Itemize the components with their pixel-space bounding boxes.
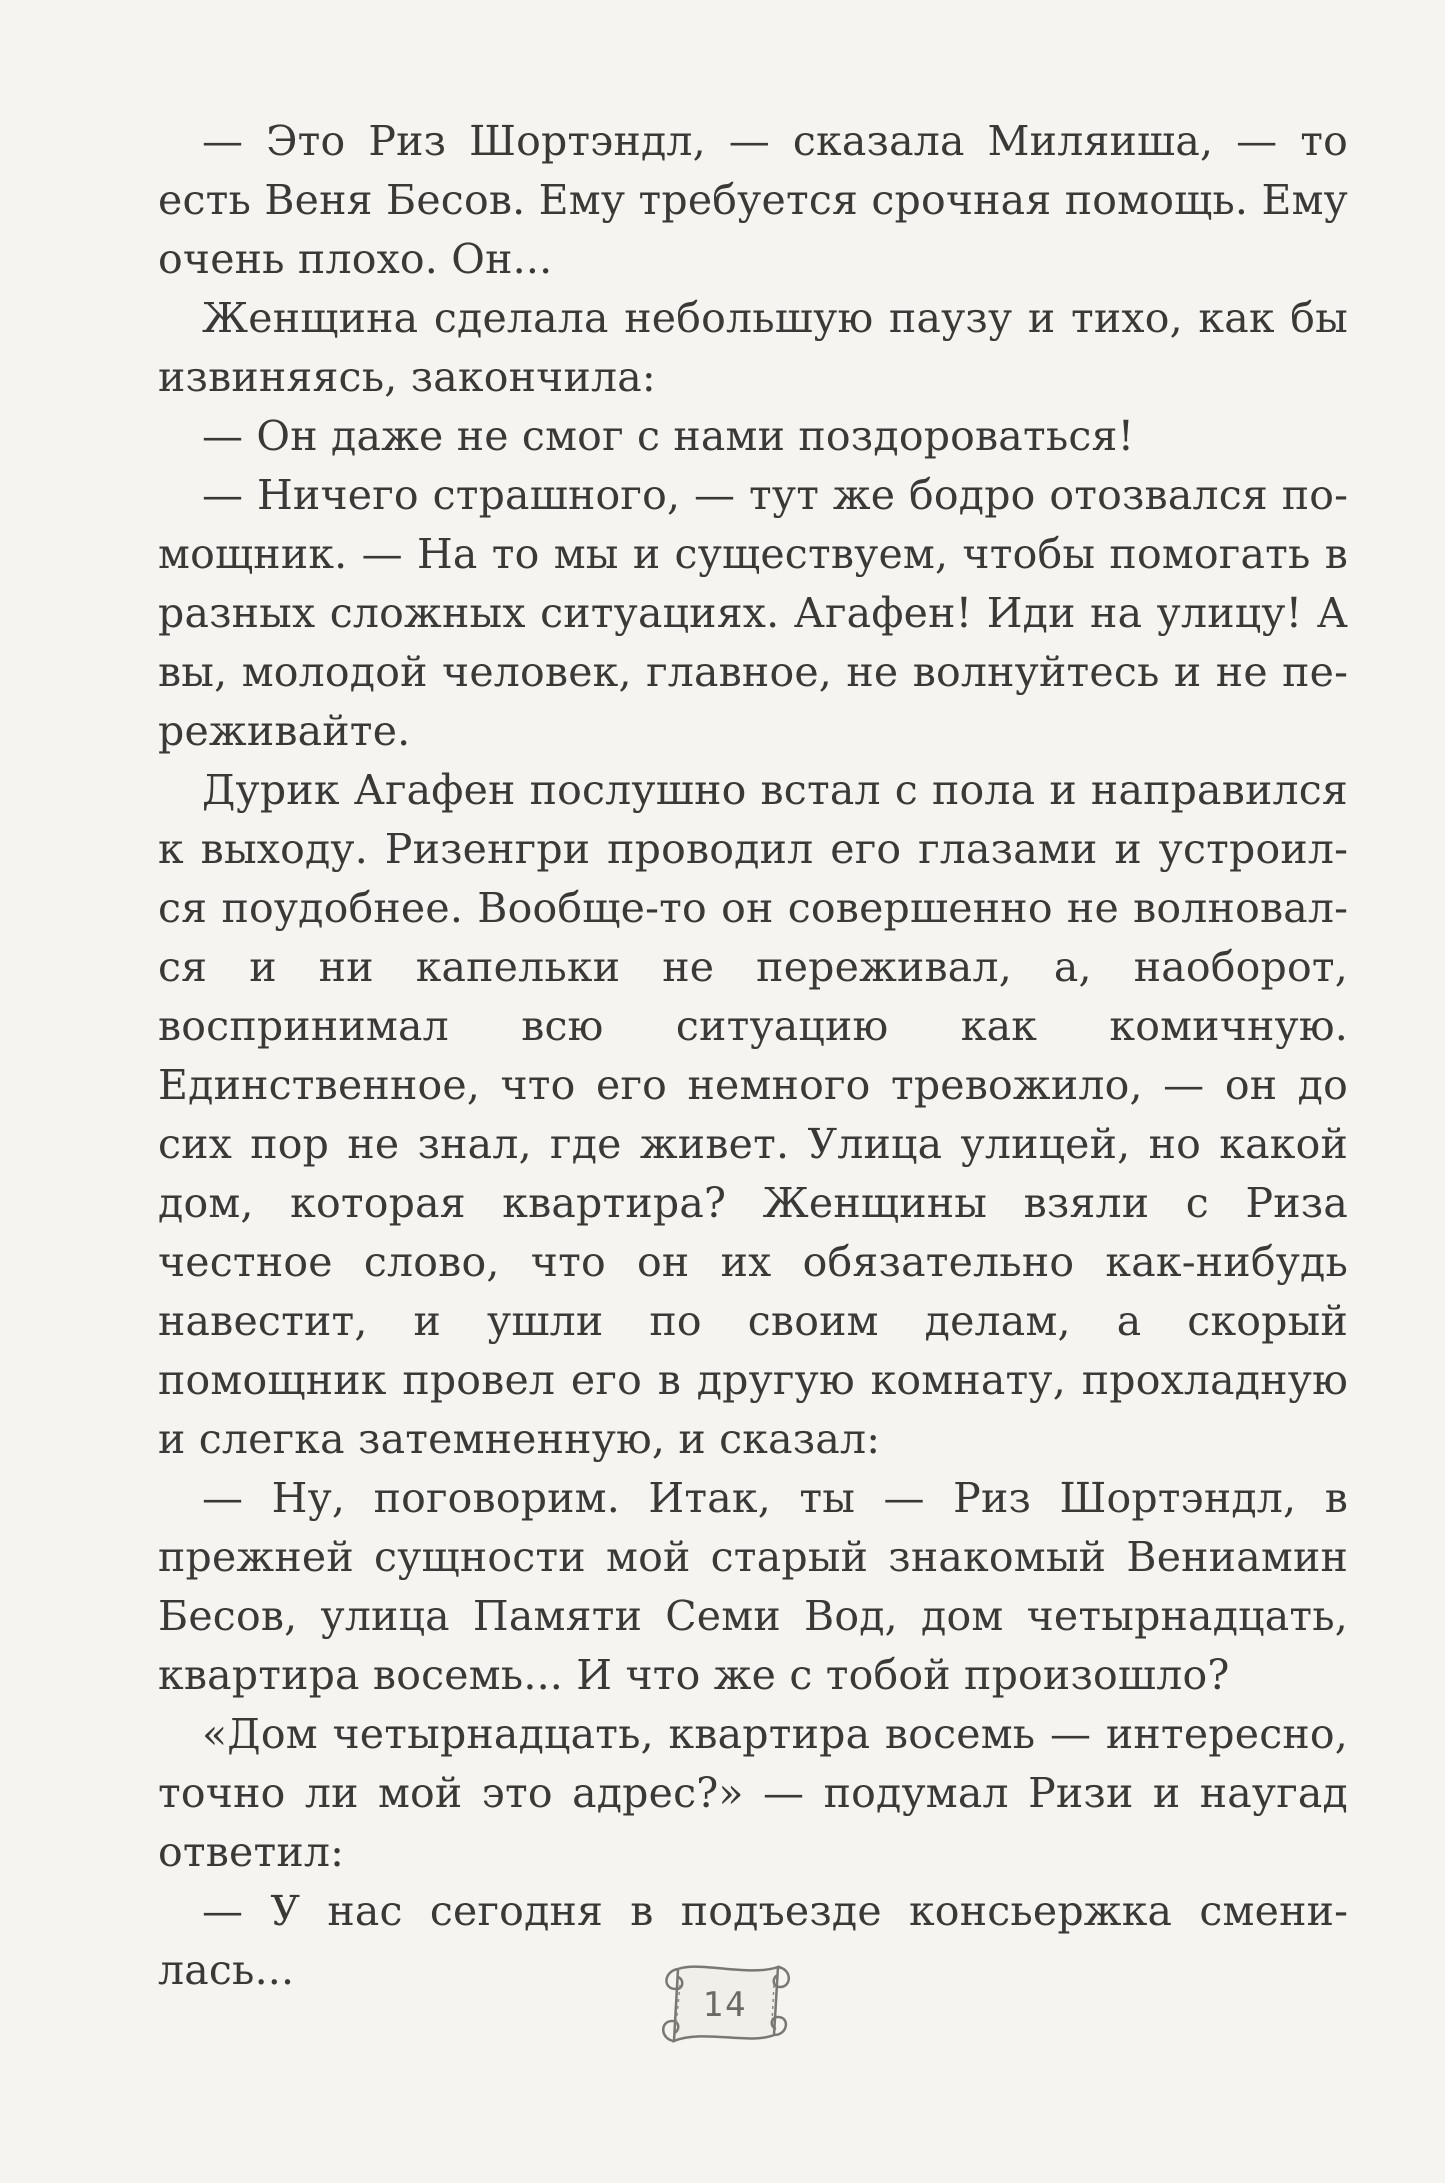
- paragraph: Дурик Агафен послушно встал с пола и направился к выходу. Ризенгри проводил его глазами и устроился поудобнее. Вообще-то он совершенно не волновался и ни капельки не переживал, а, наоборот, воспринимал всю ситуацию как комичную. Единственное, что его немного тревожило, — он до сих пор не знал, где живет. Улица улицей, но какой дом, которая квартира? Женщины взяли с Риза честное слово, что он их обязательно как-нибудь навестит, и ушли по своим делам, а скорый помощник провел его в другую комнату, прохладную и слегка затемненную, и сказал:: [158, 766, 1348, 1463]
- paragraph: — У нас сегодня в подъезде консьержка сменилась...: [158, 1887, 1348, 1994]
- body-text: [158, 112, 1348, 2000]
- paragraph: — Он даже не смог с нами поздороваться!: [202, 412, 1135, 460]
- paragraph: — Это Риз Шортэндл, — сказала Миляиша, — то есть Веня Бесов. Ему требуется срочная помощь. Ему очень плохо. Он...: [158, 117, 1348, 283]
- page-number: 14: [702, 1985, 748, 2025]
- paragraph: «Дом четырнадцать, квартира восемь — интересно, точно ли мой это адрес?» — подумал Ризи и наугад ответил:: [158, 1710, 1348, 1876]
- scroll-ornament-icon: [650, 1955, 800, 2055]
- page-footer: [0, 1955, 1445, 2065]
- paragraph: Женщина сделала небольшую паузу и тихо, как бы извиняясь, закончила:: [158, 294, 1348, 401]
- paragraph: — Ну, поговорим. Итак, ты — Риз Шортэндл, в прежней сущности мой старый знакомый Вениамин Бесов, улица Памяти Семи Вод, дом четырнадцать, квартира восемь... И что же с тобой произошло?: [158, 1474, 1348, 1699]
- paragraph: — Ничего страшного, — тут же бодро отозвался помощник. — На то мы и существуем, чтобы помогать в разных сложных ситуациях. Агафен! Иди на улицу! А вы, молодой человек, главное, не волнуйтесь и не переживайте.: [158, 471, 1348, 755]
